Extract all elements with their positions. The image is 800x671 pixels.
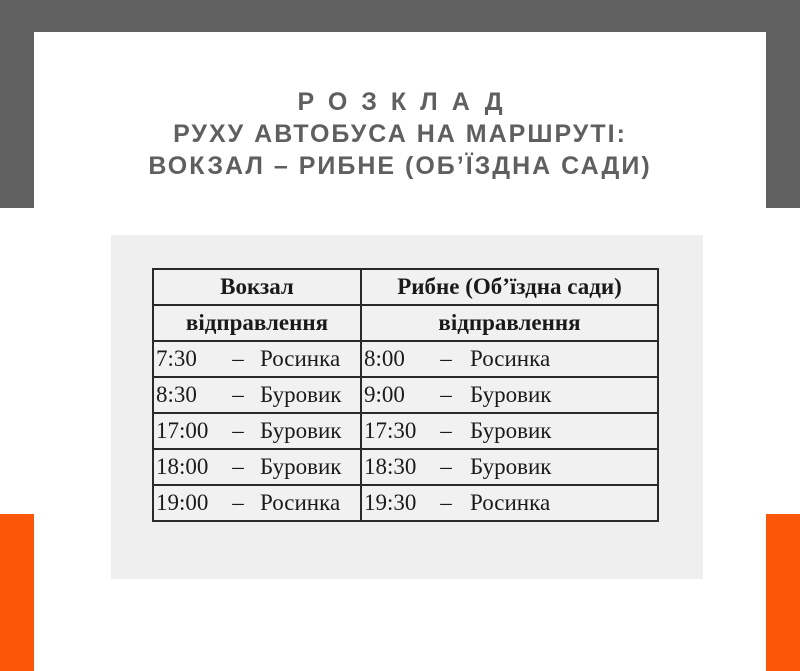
separator-dash: – (232, 490, 244, 515)
departure-time: 18:30 (364, 454, 417, 479)
departure-cell-vokzal (153, 377, 361, 413)
table-row (153, 341, 658, 377)
separator-dash: – (440, 454, 452, 479)
table-subheader-row (153, 305, 658, 341)
separator-dash: – (232, 454, 244, 479)
departure-cell-rybne (361, 377, 658, 413)
page-title (34, 86, 766, 182)
subheader-departure-a: відправлення (153, 305, 361, 341)
destination-stop: Буровик (260, 418, 342, 443)
title-line-2: РУХУ АВТОБУСА НА МАРШРУТІ: (173, 120, 627, 148)
departure-cell-rybne (361, 449, 658, 485)
departure-cell-vokzal (153, 485, 361, 521)
destination-stop: Росинка (470, 346, 551, 371)
destination-stop: Росинка (470, 490, 551, 515)
destination-stop: Буровик (470, 454, 552, 479)
separator-dash: – (440, 382, 452, 407)
separator-dash: – (232, 418, 244, 443)
schedule-card (34, 32, 766, 671)
title-line-1: РОЗКЛАД (297, 88, 517, 116)
departure-time: 19:30 (364, 490, 417, 515)
table-row (153, 485, 658, 521)
departure-time: 9:00 (364, 382, 405, 407)
departure-cell-vokzal (153, 341, 361, 377)
departure-time: 7:30 (156, 346, 197, 371)
separator-dash: – (440, 418, 452, 443)
destination-stop: Буровик (260, 382, 342, 407)
departure-time: 8:00 (364, 346, 405, 371)
departure-time: 17:00 (156, 418, 209, 443)
destination-stop: Росинка (260, 490, 341, 515)
departure-cell-rybne (361, 341, 658, 377)
departure-cell-rybne (361, 413, 658, 449)
departure-cell-rybne (361, 485, 658, 521)
departure-cell-vokzal (153, 413, 361, 449)
table-header-row (153, 269, 658, 305)
destination-stop: Буровик (470, 382, 552, 407)
subheader-departure-b: відправлення (361, 305, 658, 341)
table-row (153, 413, 658, 449)
departure-time: 8:30 (156, 382, 197, 407)
header-station-vokzal: Вокзал (153, 269, 361, 305)
destination-stop: Буровик (470, 418, 552, 443)
departure-cell-vokzal (153, 449, 361, 485)
departure-time: 18:00 (156, 454, 209, 479)
destination-stop: Буровик (260, 454, 342, 479)
table-row (153, 449, 658, 485)
separator-dash: – (440, 490, 452, 515)
timetable (152, 268, 659, 522)
separator-dash: – (232, 346, 244, 371)
timetable-image (111, 235, 703, 579)
separator-dash: – (232, 382, 244, 407)
separator-dash: – (440, 346, 452, 371)
destination-stop: Росинка (260, 346, 341, 371)
departure-time: 17:30 (364, 418, 417, 443)
departure-time: 19:00 (156, 490, 209, 515)
title-line-3: ВОКЗАЛ – РИБНЕ (ОБ’ЇЗДНА САДИ) (148, 152, 652, 180)
table-row (153, 377, 658, 413)
header-station-rybne: Рибне (Об’їздна сади) (361, 269, 658, 305)
